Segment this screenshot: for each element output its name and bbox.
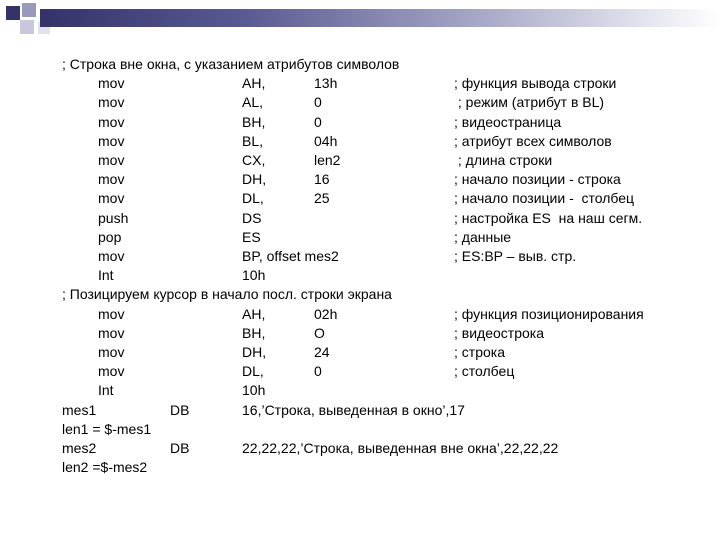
code-line	[0, 382, 720, 401]
instruction-mnemonic: mov	[98, 190, 125, 207]
operand-1: 10h	[242, 382, 266, 399]
code-line	[0, 171, 720, 190]
operand-2: 02h	[314, 305, 338, 322]
operand-1: DS	[242, 209, 262, 226]
instruction-mnemonic: push	[98, 209, 129, 226]
instruction-mnemonic: mov	[98, 75, 125, 92]
code-line	[0, 133, 720, 152]
line-comment: ; видеостраница	[454, 113, 562, 130]
code-line	[0, 286, 720, 305]
data-directive: DB	[170, 440, 190, 456]
operand-2: 04h	[314, 132, 338, 149]
operand-2: len2	[314, 152, 341, 168]
operand-2: 0	[314, 113, 322, 130]
operand-1: CX,	[242, 152, 266, 168]
instruction-mnemonic: Int	[98, 267, 114, 284]
instruction-mnemonic: mov	[98, 324, 125, 341]
equate-line: len1 = $-mes1	[62, 420, 152, 437]
code-line	[0, 440, 720, 459]
operand-1: DL,	[242, 190, 264, 207]
operand-1: DL,	[242, 363, 264, 380]
operand-1: DH,	[242, 344, 267, 360]
operand-2: 16	[314, 171, 330, 188]
instruction-mnemonic: mov	[98, 344, 125, 360]
data-directive: DB	[170, 401, 190, 418]
decor-square-light	[20, 20, 34, 34]
line-comment: ; длина строки	[454, 152, 553, 168]
operand-1: 10h	[242, 267, 266, 284]
slide-header-decoration	[0, 0, 720, 48]
line-comment: ; атрибут всех символов	[454, 132, 612, 149]
data-value: 22,22,22,’Строка, выведенная вне окна’,22,22,22	[242, 440, 559, 456]
instruction-mnemonic: mov	[98, 305, 125, 322]
operand-1: BH,	[242, 324, 266, 341]
data-value: 16,’Строка, выведенная в окно’,17	[242, 401, 465, 418]
code-line	[0, 402, 720, 421]
line-comment: ; функция вывода строки	[454, 75, 617, 92]
decor-square-dark	[6, 6, 20, 20]
line-comment: ; начало позиции - строка	[454, 171, 621, 188]
operand-1: BH,	[242, 113, 266, 130]
code-line	[0, 344, 720, 363]
instruction-mnemonic: mov	[98, 171, 125, 188]
line-comment: ; режим (атрибут в BL)	[454, 94, 605, 111]
instruction-mnemonic: mov	[98, 248, 125, 264]
code-line	[0, 325, 720, 344]
line-comment: ; функция позиционирования	[454, 305, 644, 322]
code-line	[0, 94, 720, 113]
line-comment: ; начало позиции - столбец	[454, 190, 635, 207]
instruction-mnemonic: mov	[98, 152, 125, 168]
line-comment: ; строка	[454, 344, 505, 360]
equate-line: len2 =$-mes2	[62, 459, 148, 476]
code-line	[0, 56, 720, 75]
section-comment: ; Позицируем курсор в начало посл. строки экрана	[62, 286, 392, 303]
code-line	[0, 190, 720, 209]
line-comment: ; столбец	[454, 363, 515, 380]
code-line	[0, 363, 720, 382]
operand-1: AH,	[242, 305, 266, 322]
code-line	[0, 152, 720, 171]
operand-2: O	[314, 324, 325, 341]
operand-1: DH,	[242, 171, 267, 188]
operand-1: BL,	[242, 132, 264, 149]
instruction-mnemonic: mov	[98, 132, 125, 149]
code-line	[0, 306, 720, 325]
line-comment: ; видеострока	[454, 324, 544, 341]
operand-2: 0	[314, 363, 322, 380]
section-comment: ; Строка вне окна, с указанием атрибутов символов	[62, 56, 400, 72]
decor-square-mid	[22, 3, 36, 17]
code-line	[0, 248, 720, 267]
operand-2: 24	[314, 344, 330, 360]
instruction-mnemonic: mov	[98, 363, 125, 380]
operand-2: 0	[314, 94, 322, 111]
operand-2: 13h	[314, 75, 338, 92]
line-comment: ; ES:BP – выв. стр.	[454, 248, 577, 264]
instruction-mnemonic: mov	[98, 94, 125, 111]
operand-1: AH,	[242, 75, 266, 92]
instruction-mnemonic: pop	[98, 228, 122, 245]
operand-1: BP, offset mes2	[242, 248, 339, 264]
line-comment: ; данные	[454, 228, 512, 245]
code-line	[0, 210, 720, 229]
header-gradient-bar	[40, 9, 720, 27]
operand-2: 25	[314, 190, 330, 207]
instruction-mnemonic: mov	[98, 113, 125, 130]
data-label: mes1	[62, 401, 97, 418]
code-line	[0, 75, 720, 94]
operand-1: ES	[242, 228, 261, 245]
code-line	[0, 421, 720, 440]
code-line	[0, 114, 720, 133]
code-line	[0, 229, 720, 248]
line-comment: ; настройка ES на наш сегм.	[454, 209, 643, 226]
code-line	[0, 459, 720, 478]
code-line	[0, 267, 720, 286]
data-label: mes2	[62, 440, 97, 456]
instruction-mnemonic: Int	[98, 382, 114, 399]
operand-1: AL,	[242, 94, 264, 111]
